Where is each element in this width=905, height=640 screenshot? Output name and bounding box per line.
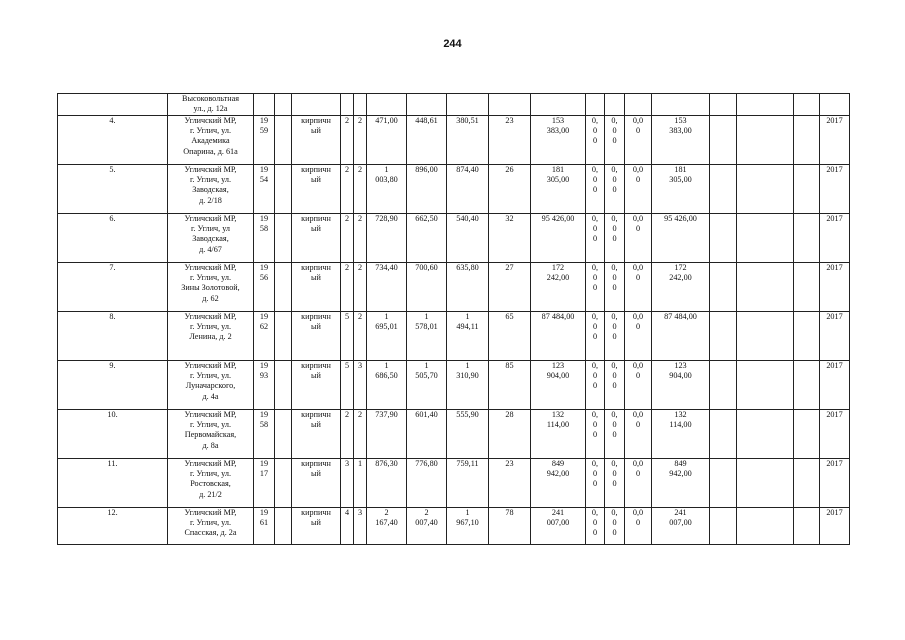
cell-area-total: 1 686,50: [367, 361, 407, 410]
cell-num: [58, 94, 168, 116]
cell-entrances: 1: [354, 459, 367, 508]
cell-material: кирпичн ый: [292, 459, 341, 508]
cell-empty: [794, 165, 820, 214]
cell-cost: 123 904,00: [531, 361, 586, 410]
table-row: [58, 410, 850, 459]
cell-z1: 0, 0 0: [586, 361, 605, 410]
cell-plan-year: 2017: [820, 214, 850, 263]
cell-address: Высоковольтная ул., д. 12а: [168, 94, 254, 116]
cell-area-a: 896,00: [407, 165, 447, 214]
cell-floors: 2: [341, 116, 354, 165]
cell-z1: 0, 0 0: [586, 459, 605, 508]
cell-plan-year: 2017: [820, 361, 850, 410]
cell-empty: [737, 410, 794, 459]
cell-cost: 95 426,00: [531, 214, 586, 263]
cell-material: кирпичн ый: [292, 214, 341, 263]
cell-floors: 2: [341, 165, 354, 214]
cell-cost: 153 383,00: [531, 116, 586, 165]
table-row: [58, 165, 850, 214]
cell-material: кирпичн ый: [292, 361, 341, 410]
cell-area-b: 874,40: [447, 165, 489, 214]
cell-z3: 0,0 0: [625, 116, 652, 165]
table-row: [58, 508, 850, 545]
cell-entrances: 2: [354, 263, 367, 312]
cell-plan-year: 2017: [820, 459, 850, 508]
cell-cost-total: 241 007,00: [652, 508, 710, 545]
cell-area-total: 876,30: [367, 459, 407, 508]
cell-material: кирпичн ый: [292, 410, 341, 459]
cell-entrances: 2: [354, 116, 367, 165]
cell-build-year: 19 62: [254, 312, 275, 361]
cell-cost: 172 242,00: [531, 263, 586, 312]
cell-empty: [275, 459, 292, 508]
cell-build-year: 19 54: [254, 165, 275, 214]
cell-z1: 0, 0 0: [586, 116, 605, 165]
cell-empty: [275, 214, 292, 263]
cell-empty: [275, 116, 292, 165]
cell-cost: 241 007,00: [531, 508, 586, 545]
cell-area-b: 1 494,11: [447, 312, 489, 361]
cell-material: кирпичн ый: [292, 263, 341, 312]
cell-floors: 4: [341, 508, 354, 545]
cell-empty: [737, 459, 794, 508]
cell-address: Угличский МР, г. Углич, ул. Первомайская, д. 8а: [168, 410, 254, 459]
cell-cost-total: 95 426,00: [652, 214, 710, 263]
cell-z3: 0,0 0: [625, 312, 652, 361]
cell-area-a: 601,40: [407, 410, 447, 459]
cell-empty: [794, 410, 820, 459]
cell-empty: [737, 165, 794, 214]
cell-empty: [710, 116, 737, 165]
cell-z1: 0, 0 0: [586, 263, 605, 312]
cell-cost-total: 172 242,00: [652, 263, 710, 312]
cell-z1: 0, 0 0: [586, 165, 605, 214]
cell-empty: [710, 459, 737, 508]
cell-empty: [794, 116, 820, 165]
cell-residents: 27: [489, 263, 531, 312]
cell-z2: 0, 0 0: [605, 116, 625, 165]
cell-empty: [710, 165, 737, 214]
cell-cost: 849 942,00: [531, 459, 586, 508]
cell-empty: [737, 214, 794, 263]
cell-empty: [794, 459, 820, 508]
cell-num: 7.: [58, 263, 168, 312]
cell-floors: 3: [341, 459, 354, 508]
cell-z3: 0,0 0: [625, 165, 652, 214]
cell-empty: [710, 263, 737, 312]
cell-cost-total: 132 114,00: [652, 410, 710, 459]
cell-empty: [275, 508, 292, 545]
cell-area-a: 662,50: [407, 214, 447, 263]
cell-num: 10.: [58, 410, 168, 459]
cell-address: Угличский МР, г. Углич, ул. Ростовская, д. 21/2: [168, 459, 254, 508]
cell-z3: 0,0 0: [625, 214, 652, 263]
cell-residents: 23: [489, 459, 531, 508]
cell-area-total: 734,40: [367, 263, 407, 312]
table-row: [58, 116, 850, 165]
cell-build-year: 19 17: [254, 459, 275, 508]
cell-z2: 0, 0 0: [605, 410, 625, 459]
cell-entrances: 2: [354, 165, 367, 214]
cell-cost-total: 87 484,00: [652, 312, 710, 361]
cell-num: 8.: [58, 312, 168, 361]
cell-address: Угличский МР, г. Углич, ул. Академика Опарина, д. 61а: [168, 116, 254, 165]
cell-area-total: 1 695,01: [367, 312, 407, 361]
cell-empty: [275, 263, 292, 312]
cell-z1: 0, 0 0: [586, 312, 605, 361]
cell-empty: [794, 214, 820, 263]
cell-entrances: 2: [354, 214, 367, 263]
cell-z3: 0,0 0: [625, 361, 652, 410]
cell-empty: [275, 410, 292, 459]
cell-z2: 0, 0 0: [605, 263, 625, 312]
cell-build-year: 19 61: [254, 508, 275, 545]
cell-area-total: 471,00: [367, 116, 407, 165]
cell-plan-year: 2017: [820, 165, 850, 214]
cell-entrances: 2: [354, 312, 367, 361]
cell-empty: [737, 263, 794, 312]
cell-plan-year: 2017: [820, 508, 850, 545]
cell-cost-total: 181 305,00: [652, 165, 710, 214]
cell-num: 9.: [58, 361, 168, 410]
cell-area-a: 2 007,40: [407, 508, 447, 545]
cell-empty: [710, 361, 737, 410]
cell-build-year: 19 59: [254, 116, 275, 165]
cell-area-a: 1 505,70: [407, 361, 447, 410]
cell-material: кирпичн ый: [292, 165, 341, 214]
cell-empty: [794, 263, 820, 312]
cell-area-b: 1 310,90: [447, 361, 489, 410]
cell-cost: 132 114,00: [531, 410, 586, 459]
cell-residents: 85: [489, 361, 531, 410]
cell-area-a: 700,60: [407, 263, 447, 312]
cell-cost-total: 123 904,00: [652, 361, 710, 410]
cell-z2: 0, 0 0: [605, 165, 625, 214]
cell-address: Угличский МР, г. Углич, ул. Ленина, д. 2: [168, 312, 254, 361]
cell-area-b: 555,90: [447, 410, 489, 459]
cell-num: 11.: [58, 459, 168, 508]
cell-residents: 78: [489, 508, 531, 545]
cell-z3: 0,0 0: [625, 410, 652, 459]
cell-empty: [794, 508, 820, 545]
cell-z3: 0,0 0: [625, 459, 652, 508]
cell-empty: [794, 361, 820, 410]
page-number: 244: [443, 38, 462, 50]
cell-address: Угличский МР, г. Углич, ул. Зины Золотовой, д. 62: [168, 263, 254, 312]
cell-material: кирпичн ый: [292, 116, 341, 165]
cell-material: кирпичн ый: [292, 312, 341, 361]
cell-residents: 23: [489, 116, 531, 165]
cell-area-total: 1 003,80: [367, 165, 407, 214]
cell-floors: 2: [341, 410, 354, 459]
cell-empty: [737, 361, 794, 410]
cell-entrances: 3: [354, 361, 367, 410]
cell-material: кирпичн ый: [292, 508, 341, 545]
cell-residents: 65: [489, 312, 531, 361]
cell-address: Угличский МР, г. Углич, ул. Луначарского, д. 4а: [168, 361, 254, 410]
table-row: [58, 94, 850, 116]
cell-plan-year: 2017: [820, 410, 850, 459]
cell-cost: 181 305,00: [531, 165, 586, 214]
table-row: [58, 361, 850, 410]
cell-floors: 5: [341, 312, 354, 361]
cell-address: Угличский МР, г. Углич, ул. Спасская, д. 2а: [168, 508, 254, 545]
cell-entrances: 3: [354, 508, 367, 545]
cell-empty: [710, 508, 737, 545]
cell-area-total: 737,90: [367, 410, 407, 459]
cell-z1: 0, 0 0: [586, 508, 605, 545]
cell-residents: 28: [489, 410, 531, 459]
cell-build-year: 19 58: [254, 410, 275, 459]
cell-floors: 2: [341, 263, 354, 312]
cell-residents: 32: [489, 214, 531, 263]
cell-empty: [794, 312, 820, 361]
cell-cost-total: 849 942,00: [652, 459, 710, 508]
cell-floors: 2: [341, 214, 354, 263]
cell-entrances: 2: [354, 410, 367, 459]
cell-z2: 0, 0 0: [605, 459, 625, 508]
cell-area-b: 380,51: [447, 116, 489, 165]
cell-plan-year: 2017: [820, 263, 850, 312]
cell-num: 4.: [58, 116, 168, 165]
cell-area-total: 728,90: [367, 214, 407, 263]
cell-area-b: 540,40: [447, 214, 489, 263]
housing-register-table: [57, 93, 850, 545]
cell-area-total: 2 167,40: [367, 508, 407, 545]
cell-area-a: 1 578,01: [407, 312, 447, 361]
cell-empty: [710, 312, 737, 361]
cell-address: Угличский МР, г. Углич, ул Заводская, д. 4/67: [168, 214, 254, 263]
cell-cost-total: 153 383,00: [652, 116, 710, 165]
cell-plan-year: 2017: [820, 116, 850, 165]
cell-residents: 26: [489, 165, 531, 214]
cell-area-b: 635,80: [447, 263, 489, 312]
cell-empty: [710, 214, 737, 263]
cell-empty: [275, 312, 292, 361]
cell-area-b: 759,11: [447, 459, 489, 508]
cell-empty: [275, 165, 292, 214]
cell-z2: 0, 0 0: [605, 361, 625, 410]
cell-plan-year: 2017: [820, 312, 850, 361]
cell-z2: 0, 0 0: [605, 312, 625, 361]
cell-empty: [710, 410, 737, 459]
cell-floors: 5: [341, 361, 354, 410]
cell-empty: [275, 361, 292, 410]
cell-num: 5.: [58, 165, 168, 214]
cell-address: Угличский МР, г. Углич, ул. Заводская, д. 2/18: [168, 165, 254, 214]
cell-area-b: 1 967,10: [447, 508, 489, 545]
cell-num: 12.: [58, 508, 168, 545]
cell-num: 6.: [58, 214, 168, 263]
cell-cost: 87 484,00: [531, 312, 586, 361]
cell-empty: [737, 312, 794, 361]
cell-z2: 0, 0 0: [605, 214, 625, 263]
cell-area-a: 448,61: [407, 116, 447, 165]
cell-empty: [737, 116, 794, 165]
cell-z3: 0,0 0: [625, 508, 652, 545]
table-row: [58, 312, 850, 361]
cell-build-year: 19 93: [254, 361, 275, 410]
cell-z3: 0,0 0: [625, 263, 652, 312]
cell-build-year: 19 58: [254, 214, 275, 263]
table-row: [58, 459, 850, 508]
cell-z1: 0, 0 0: [586, 410, 605, 459]
cell-area-a: 776,80: [407, 459, 447, 508]
cell-empty: [737, 508, 794, 545]
table-row: [58, 263, 850, 312]
cell-z2: 0, 0 0: [605, 508, 625, 545]
table-row: [58, 214, 850, 263]
cell-z1: 0, 0 0: [586, 214, 605, 263]
cell-build-year: 19 56: [254, 263, 275, 312]
